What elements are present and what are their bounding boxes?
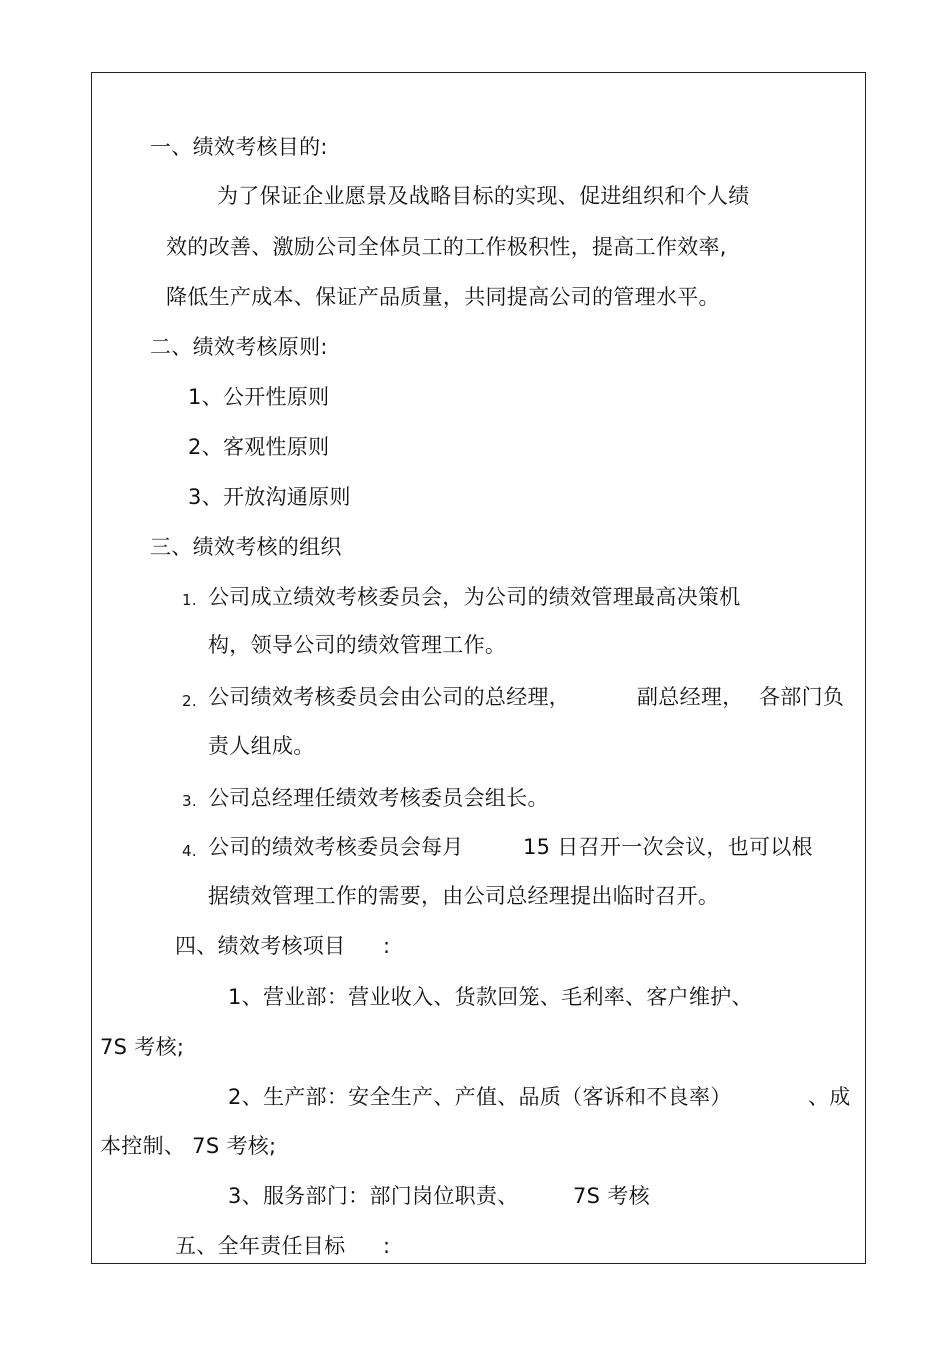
section-3-item-1-number: 1. xyxy=(182,591,197,609)
section-3-item-3-line-1: 公司总经理任绩效考核委员会组长。 xyxy=(208,786,549,810)
section-1-line-2: 效的改善、激励公司全体员工的工作极积性，提高工作效率, xyxy=(166,235,727,259)
section-4-item-3-line-1b: 7S 考核 xyxy=(573,1184,650,1208)
section-3-item-2-line-1a: 公司绩效考核委员会由公司的总经理， xyxy=(208,685,571,709)
section-3-item-2-line-1c: 各部门负 xyxy=(759,685,845,709)
section-2-item-2: 2、客观性原则 xyxy=(188,435,330,459)
section-3-item-4-line-1a: 公司的绩效考核委员会每月 xyxy=(208,835,464,859)
section-4-item-1-line-2: 7S 考核; xyxy=(100,1035,185,1059)
section-5-title: 五、全年责任目标 xyxy=(175,1234,346,1258)
section-3-item-1-line-1: 公司成立绩效考核委员会，为公司的绩效管理最高决策机 xyxy=(208,585,741,609)
section-2-item-1: 1、公开性原则 xyxy=(188,385,330,409)
section-2-title: 二、绩效考核原则: xyxy=(150,335,328,359)
section-1-line-3: 降低生产成本、保证产品质量，共同提高公司的管理水平。 xyxy=(166,285,720,309)
section-3-item-4-number: 4. xyxy=(182,842,197,860)
section-4-title: 四、绩效考核项目 xyxy=(175,934,346,958)
section-4-item-2-line-1a: 2、生产部：安全生产、产值、品质（客诉和不良率） xyxy=(228,1085,732,1109)
section-4-item-1-line-1: 1、营业部：营业收入、货款回笼、毛利率、客户维护、 xyxy=(228,985,753,1009)
section-3-item-4-line-1b: 15 日召开一次会议，也可以根 xyxy=(523,835,813,859)
section-3-title: 三、绩效考核的组织 xyxy=(150,535,342,559)
section-3-item-2-line-1b: 副总经理， xyxy=(637,685,744,709)
section-4-title-colon: : xyxy=(383,934,391,958)
section-3-item-2-number: 2. xyxy=(182,692,197,710)
section-3-item-4-line-2: 据绩效管理工作的需要，由公司总经理提出临时召开。 xyxy=(208,884,720,908)
section-3-item-1-line-2: 构，领导公司的绩效管理工作。 xyxy=(208,633,507,657)
section-2-item-3: 3、开放沟通原则 xyxy=(188,485,351,509)
section-1-line-1: 为了保证企业愿景及战略目标的实现、促进组织和个人绩 xyxy=(217,184,750,208)
section-3-item-3-number: 3. xyxy=(182,792,197,810)
section-4-item-3-line-1a: 3、服务部门：部门岗位职责、 xyxy=(228,1184,519,1208)
section-4-item-2-line-1b: 、成 xyxy=(808,1085,851,1109)
section-4-item-2-line-2: 本控制、 7S 考核; xyxy=(100,1134,277,1158)
section-1-title: 一、绩效考核目的: xyxy=(150,135,328,159)
section-5-title-colon: : xyxy=(383,1234,391,1258)
section-3-item-2-line-2: 责人组成。 xyxy=(208,734,315,758)
